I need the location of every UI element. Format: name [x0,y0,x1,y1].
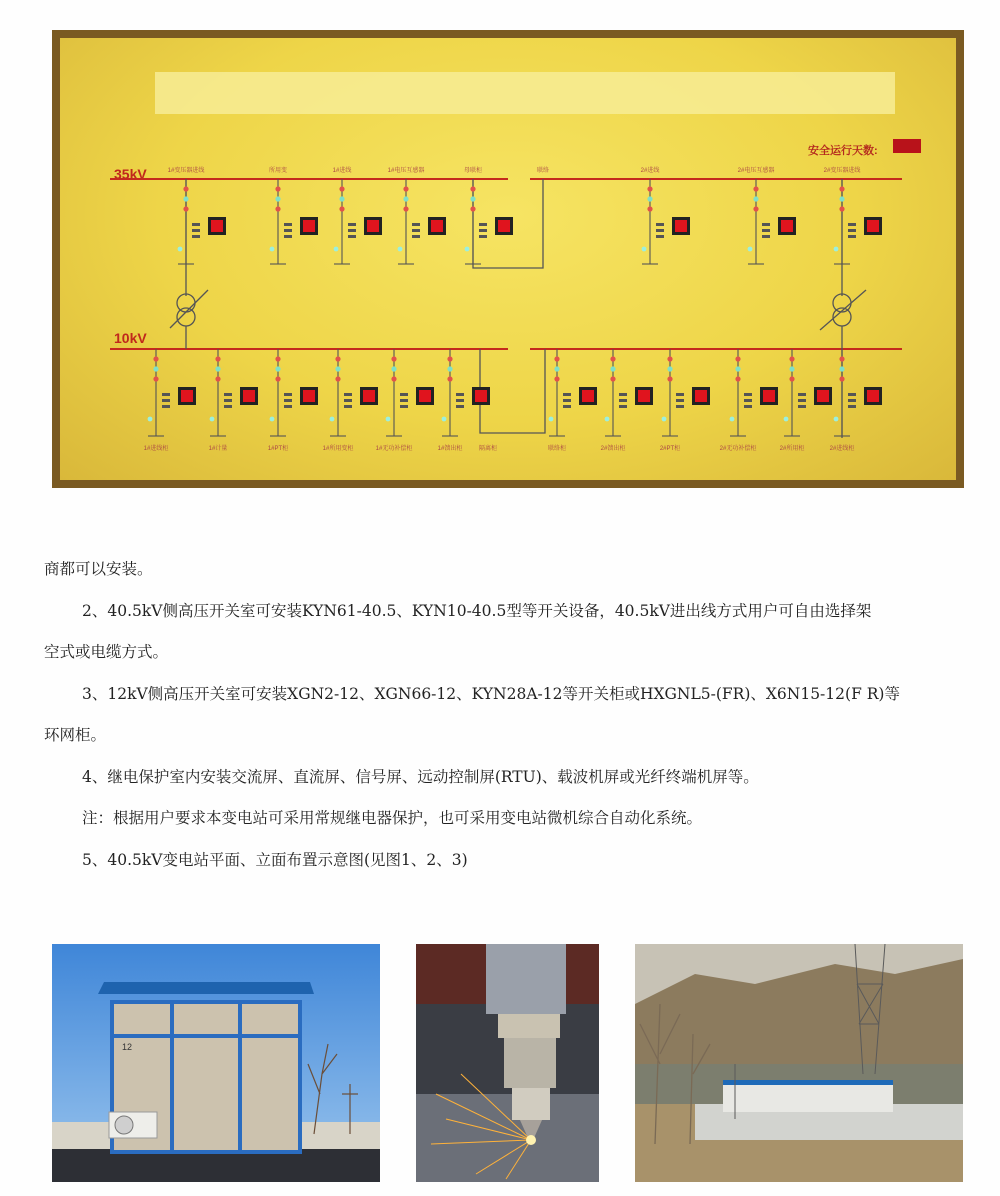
bus-35kv-label: 35kV [114,166,147,182]
feeder-10kv-label: 1#馈出柜 [437,446,463,452]
board-panel [60,38,956,480]
feeder-35kv-label: 联络 [536,168,550,174]
feeder-10kv-label: 1#进线柜 [143,446,169,452]
status-indicator [431,220,443,232]
substation-sign-text: 12 [122,1042,133,1052]
feeder-bay [748,179,796,264]
feeder-bay [662,349,710,436]
feeder-10kv-label: 2#所用柜 [779,446,805,452]
feeder-10kv-label: 2#进线柜 [829,446,855,452]
feeder-bay [178,179,226,264]
status-indicator [638,390,650,402]
status-indicator [867,220,879,232]
simulation-board-photo [52,30,964,488]
status-indicator [211,220,223,232]
feeder-10kv-label: 1#所用变柜 [322,446,354,452]
feeder-35kv-label: 母联柜 [463,168,483,174]
status-indicator [498,220,510,232]
feeder-10kv-label: 1#PT柜 [267,446,289,452]
feeder-35kv-label: 1#变压器进线 [167,168,205,174]
feeder-bay [730,349,778,436]
feeder-bay [334,179,382,264]
feeder-bay [386,349,434,436]
feeder-10kv-label: 2#无功补偿柜 [719,446,757,452]
photo-field-substation [635,944,963,1182]
paragraph-1-tail: 商都可以安装。 [44,560,153,578]
status-indicator [695,390,707,402]
feeder-10kv-label: 1#无功补偿柜 [375,446,413,452]
status-indicator [867,390,879,402]
status-indicator [367,220,379,232]
status-indicator [475,390,487,402]
status-indicator [763,390,775,402]
feeder-10kv-label: 联络柜 [547,446,567,452]
feeder-bay [784,349,832,436]
feeder-bay [270,349,318,436]
feeder-10kv-label: 2#馈出柜 [600,446,626,452]
feeder-bay [605,349,653,436]
status-indicator [582,390,594,402]
feeder-35kv-label: 所用变 [268,168,288,174]
feeder-35kv-label: 1#进线 [332,168,352,174]
note-paragraph: 注：根据用户要求本变电站可采用常规继电器保护，也可采用变电站微机综合自动化系统。 [82,809,703,827]
feeder-bay [834,349,882,436]
photo-laser-cutting [416,944,599,1182]
feeder-bay [465,179,513,264]
feeder-10kv-label: 1#计量 [208,446,228,452]
paragraph-4: 4、继电保护室内安装交流屏、直流屏、信号屏、远动控制屏(RTU)、载波机屏或光纤终端机屏等。 [82,767,759,786]
status-indicator [303,390,315,402]
feeder-bay [210,349,258,436]
status-indicator [243,390,255,402]
feeder-bay [330,349,378,436]
feeder-10kv-label: 2#PT柜 [659,446,681,452]
paragraph-2-cont: 空式或电缆方式。 [44,643,169,661]
status-indicator [817,390,829,402]
status-indicator [675,220,687,232]
status-indicator [363,390,375,402]
single-line-diagram [60,38,956,480]
feeder-bay [270,179,318,264]
feeder-35kv-label: 1#电压互感器 [387,168,425,174]
photo-prefab-substation [52,944,380,1182]
feeder-bay [642,179,690,264]
feeder-10kv-label: 隔离柜 [478,446,498,452]
feeder-bay [148,349,196,436]
feeder-bay [398,179,446,264]
paragraph-2: 2、40.5kV侧高压开关室可安装KYN61-40.5、KYN10-40.5型等开关设备，40.5kV进出线方式用户可自由选择架 [82,601,872,620]
bus-10kv-label: 10kV [114,330,147,346]
status-indicator [303,220,315,232]
paragraph-5: 5、40.5kV变电站平面、立面布置示意图(见图1、2、3) [82,850,468,869]
paragraph-3-cont: 环网柜。 [44,726,107,744]
status-indicator [181,390,193,402]
status-indicator [781,220,793,232]
safe-days-label: 安全运行天数: [808,145,878,157]
feeder-35kv-label: 2#电压互感器 [737,168,775,174]
feeder-bay [549,349,597,436]
feeder-35kv-label: 2#进线 [640,168,660,174]
document-body [44,556,974,888]
feeder-bay [834,179,882,264]
status-indicator [419,390,431,402]
feeder-bay [442,349,490,436]
feeder-35kv-label: 2#变压器进线 [823,168,861,174]
paragraph-3: 3、12kV侧高压开关室可安装XGN2-12、XGN66-12、KYN28A-12等开关柜或HXGNL5-(FR)、X6N15-12(F R)等 [82,684,900,703]
